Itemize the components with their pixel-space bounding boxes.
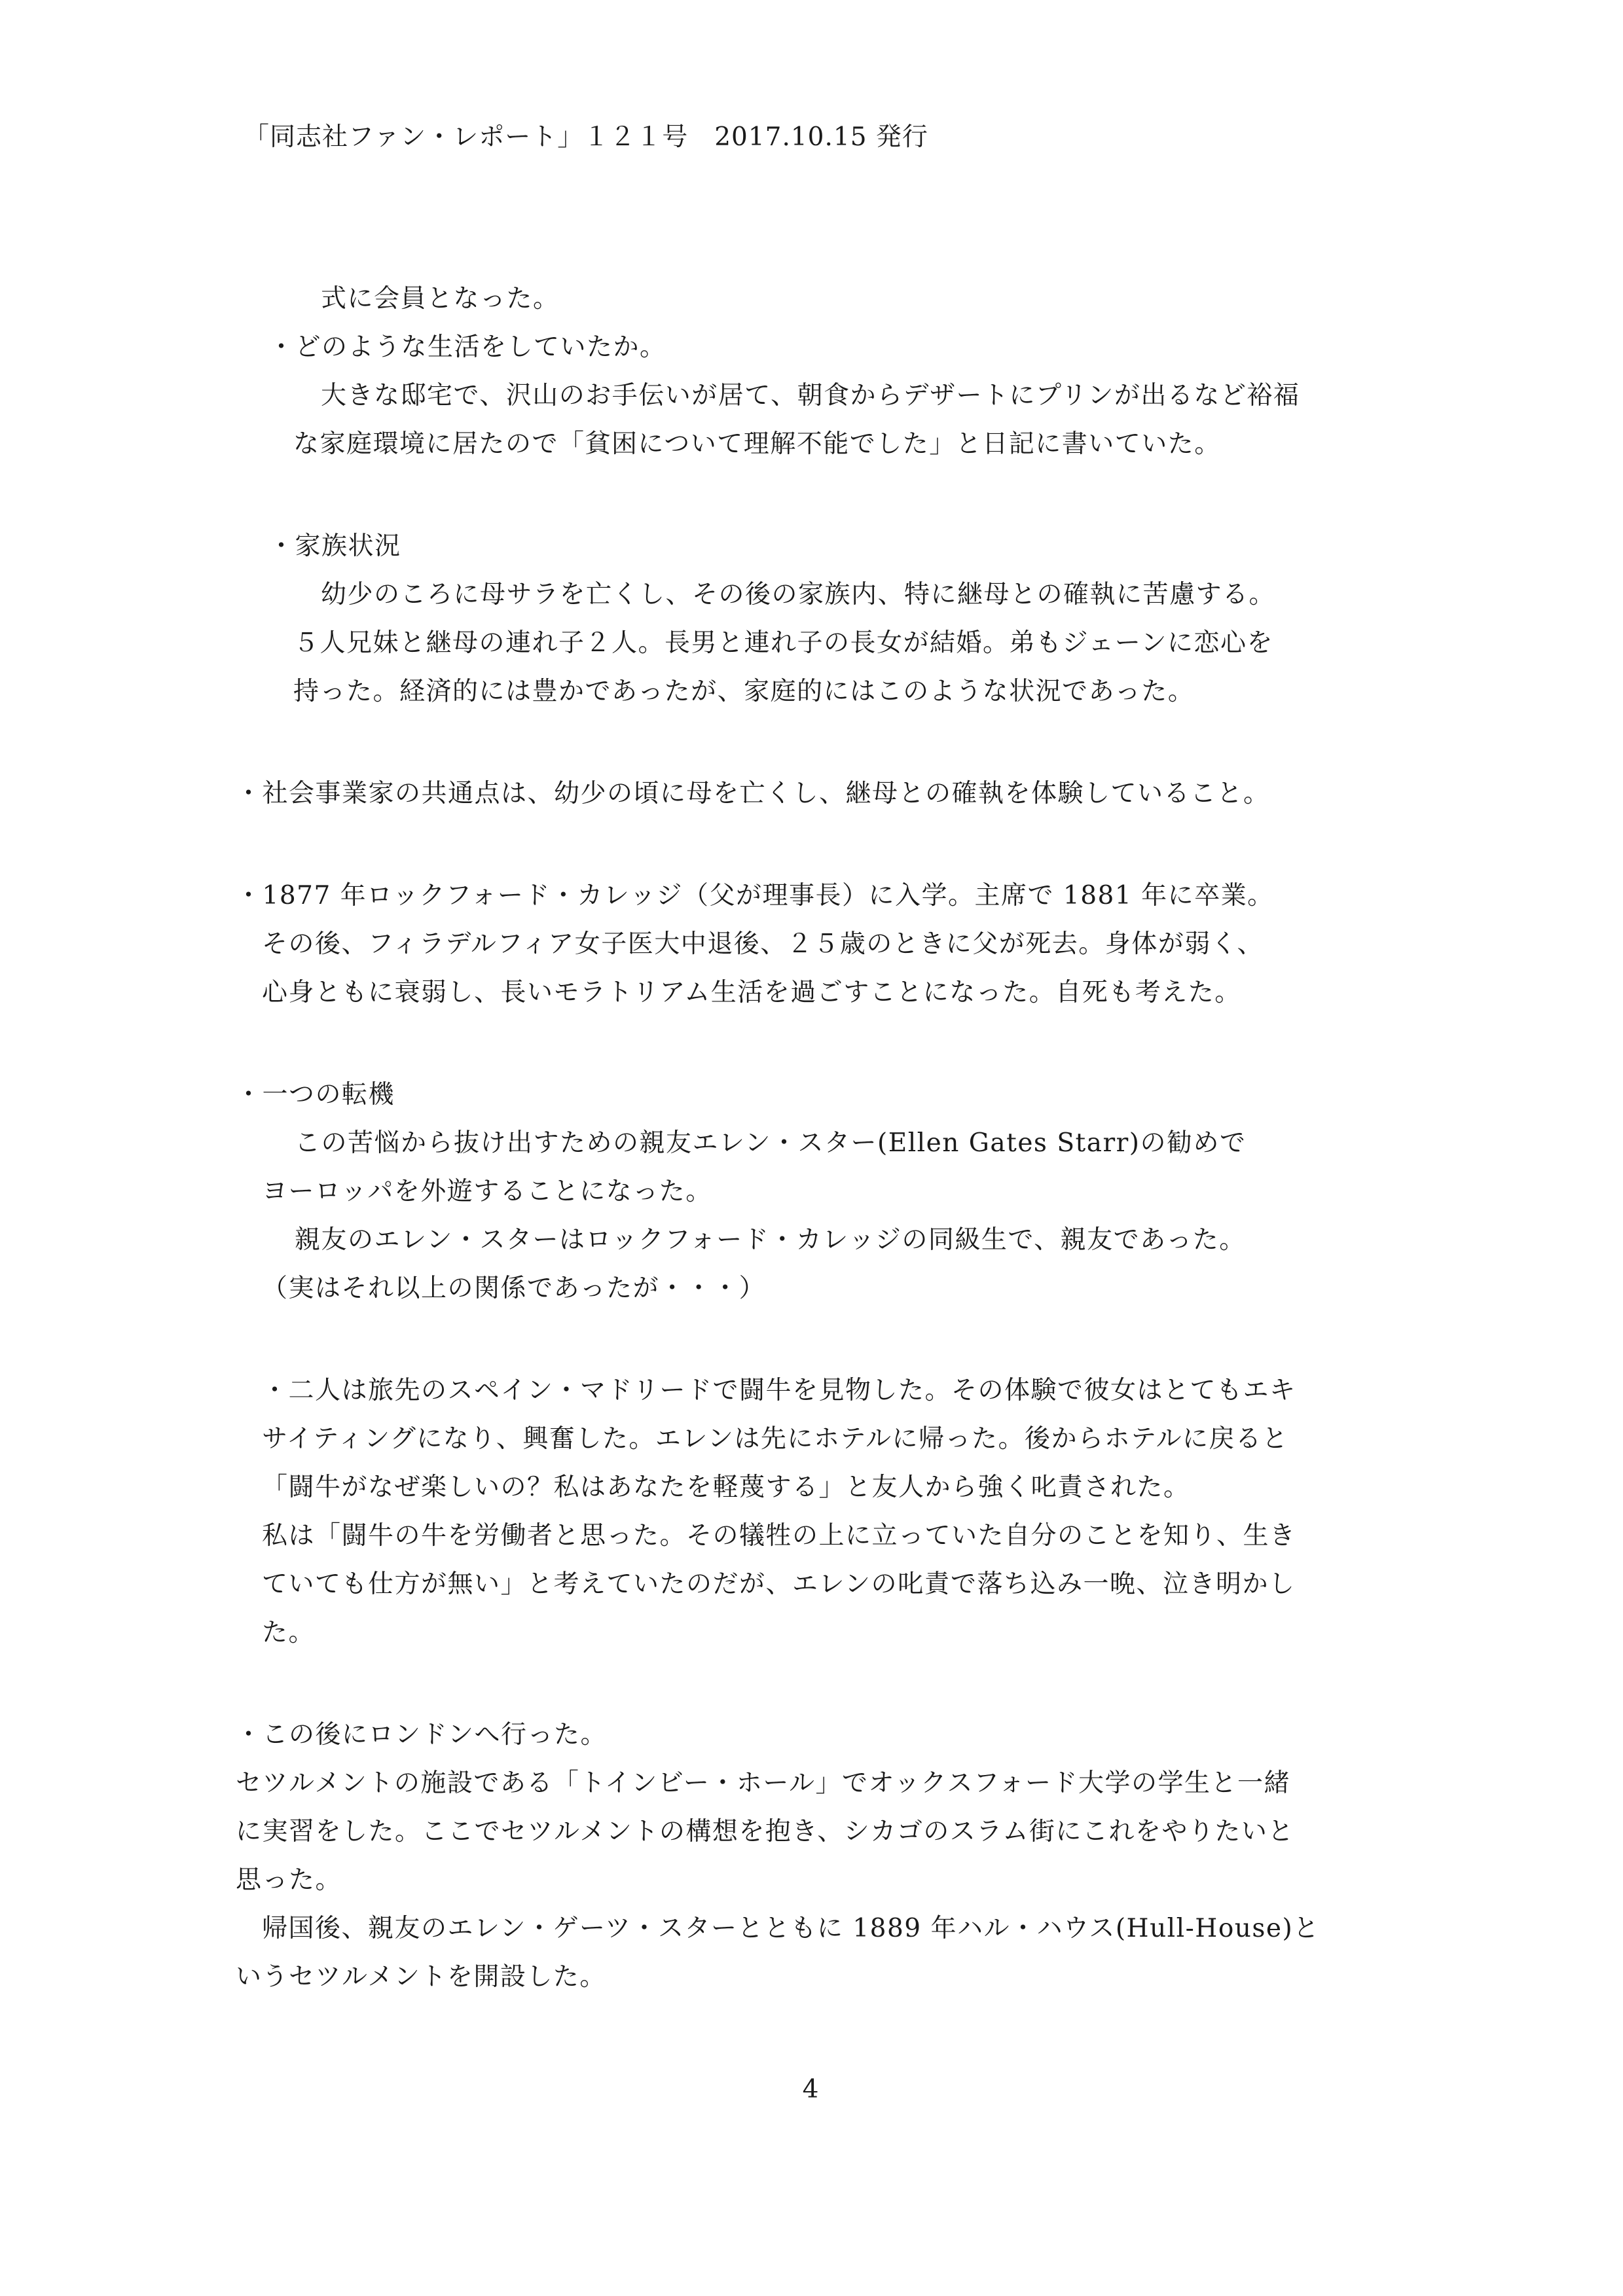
text-line: サイティングになり、興奮した。エレンは先にホテルに帰った。後からホテルに戻ると <box>262 1424 1288 1454</box>
text-line: 思った。 <box>236 1865 342 1895</box>
text-line: 持った。経済的には豊かであったが、家庭的にはこのような状況であった。 <box>293 677 1195 706</box>
text-line: な家庭環境に居たので「貧困について理解不能でした」と日記に書いていた。 <box>293 429 1221 459</box>
text-line: 大きな邸宅で、沢山のお手伝いが居て、朝食からデザートにプリンが出るなど裕福 <box>321 381 1300 410</box>
text-line: 式に会員となった。 <box>321 284 560 314</box>
text-line: 私は「闘牛の牛を労働者と思った。その犠牲の上に立っていた自分のことを知り、生き <box>262 1521 1296 1551</box>
text-line: た。 <box>262 1618 316 1647</box>
text-line: セツルメントの施設である「トインビー・ホール」でオックスフォード大学の学生と一緒 <box>236 1768 1291 1798</box>
text-line: ・この後にロンドンへ行った。 <box>236 1720 608 1749</box>
text-line: ・1877 年ロックフォード・カレッジ（父が理事長）に入学。主席で 1881 年に卒業。 <box>236 881 1274 910</box>
text-line: 帰国後、親友のエレン・ゲーツ・スターとともに 1889 年ハル・ハウス(Hull-House)と <box>262 1914 1320 1943</box>
text-line: ５人兄妹と継母の連れ子２人。長男と連れ子の長女が結婚。弟もジェーンに恋心を <box>293 628 1273 658</box>
text-line: 親友のエレン・スターはロックフォード・カレッジの同級生で、親友であった。 <box>295 1225 1246 1255</box>
text-line: （実はそれ以上の関係であったが・・・） <box>262 1274 766 1303</box>
text-line: ・どのような生活をしていたか。 <box>268 332 666 362</box>
text-line: 「闘牛がなぜ楽しいの？私はあなたを軽蔑する」と友人から強く叱責された。 <box>262 1473 1190 1502</box>
text-line: ・一つの転機 <box>236 1080 395 1109</box>
text-line: ・二人は旅先のスペイン・マドリードで闘牛を見物した。その体験で彼女はとてもエキ <box>262 1376 1296 1405</box>
page-number: 4 <box>802 2075 819 2104</box>
newsletter-header: 「同志社ファン・レポート」１２１号 2017.10.15 発行 <box>244 122 928 152</box>
text-line: 幼少のころに母サラを亡くし、その後の家族内、特に継母との確執に苦慮する。 <box>321 580 1276 609</box>
text-line: この苦悩から抜け出すための親友エレン・スター(Ellen Gates Starr)の勧めで <box>295 1128 1247 1158</box>
text-line: ・家族状況 <box>268 531 401 561</box>
text-line: ていても仕方が無い」と考えていたのだが、エレンの叱責で落ち込み一晩、泣き明かし <box>262 1570 1296 1599</box>
text-line: その後、フィラデルフィア女子医大中退後、２５歳のときに父が死去。身体が弱く、 <box>262 929 1264 959</box>
text-line: いうセツルメントを開設した。 <box>236 1962 606 1992</box>
text-line: に実習をした。ここでセツルメントの構想を抱き、シカゴのスラム街にこれをやりたいと <box>236 1817 1294 1846</box>
text-line: 心身ともに衰弱し、長いモラトリアム生活を過ごすことになった。自死も考えた。 <box>262 978 1241 1007</box>
text-line: ヨーロッパを外遊することになった。 <box>262 1177 712 1206</box>
text-line: ・社会事業家の共通点は、幼少の頃に母を亡くし、継母との確執を体験していること。 <box>236 779 1270 808</box>
